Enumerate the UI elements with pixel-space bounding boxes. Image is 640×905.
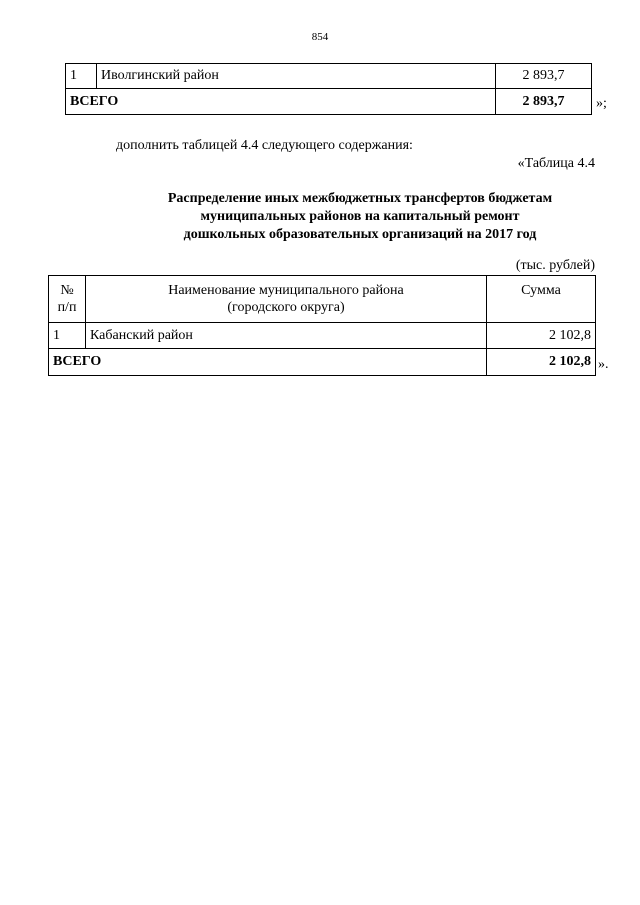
total-label: ВСЕГО	[49, 349, 487, 376]
district-name: Иволгинский район	[97, 64, 496, 89]
repair-transfers-table	[48, 275, 596, 376]
header-row	[49, 276, 596, 323]
closing-quote-1: »;	[596, 96, 607, 111]
total-row	[66, 89, 592, 115]
total-amount: 2 102,8	[487, 349, 596, 376]
row-number: 1	[49, 323, 86, 349]
page-number: 854	[311, 31, 329, 43]
district-name: Кабанский район	[86, 323, 487, 349]
table-label: «Таблица 4.4	[517, 156, 595, 171]
heading-line-1: Распределение иных межбюджетных трансфертов бюджетам	[167, 191, 553, 206]
row-number: 1	[66, 64, 97, 89]
heading-line-2: муниципальных районов на капитальный ремонт	[200, 209, 520, 224]
intro-text: дополнить таблицей 4.4 следующего содержания:	[116, 138, 413, 153]
total-amount: 2 893,7	[496, 89, 592, 115]
sum-header: Сумма	[487, 276, 596, 323]
name-header-line1: Наименование муниципального района	[168, 283, 404, 298]
heading-line-3: дошкольных образовательных организаций на 2017 год	[183, 227, 537, 242]
total-row	[49, 349, 596, 376]
number-header-line2: п/п	[57, 300, 77, 315]
districts-table-previous	[65, 63, 592, 115]
name-header-line2: (городского округа)	[227, 300, 345, 315]
table-row	[66, 64, 592, 89]
number-header-line1: №	[60, 283, 74, 298]
units-label: (тыс. рублей)	[515, 258, 595, 273]
table-row	[49, 323, 596, 349]
amount-cell: 2 102,8	[487, 323, 596, 349]
total-label: ВСЕГО	[66, 89, 496, 115]
amount-cell: 2 893,7	[496, 64, 592, 89]
closing-quote-2: ».	[598, 357, 609, 372]
number-header	[49, 276, 86, 323]
name-header	[86, 276, 487, 323]
table-heading	[100, 190, 620, 244]
